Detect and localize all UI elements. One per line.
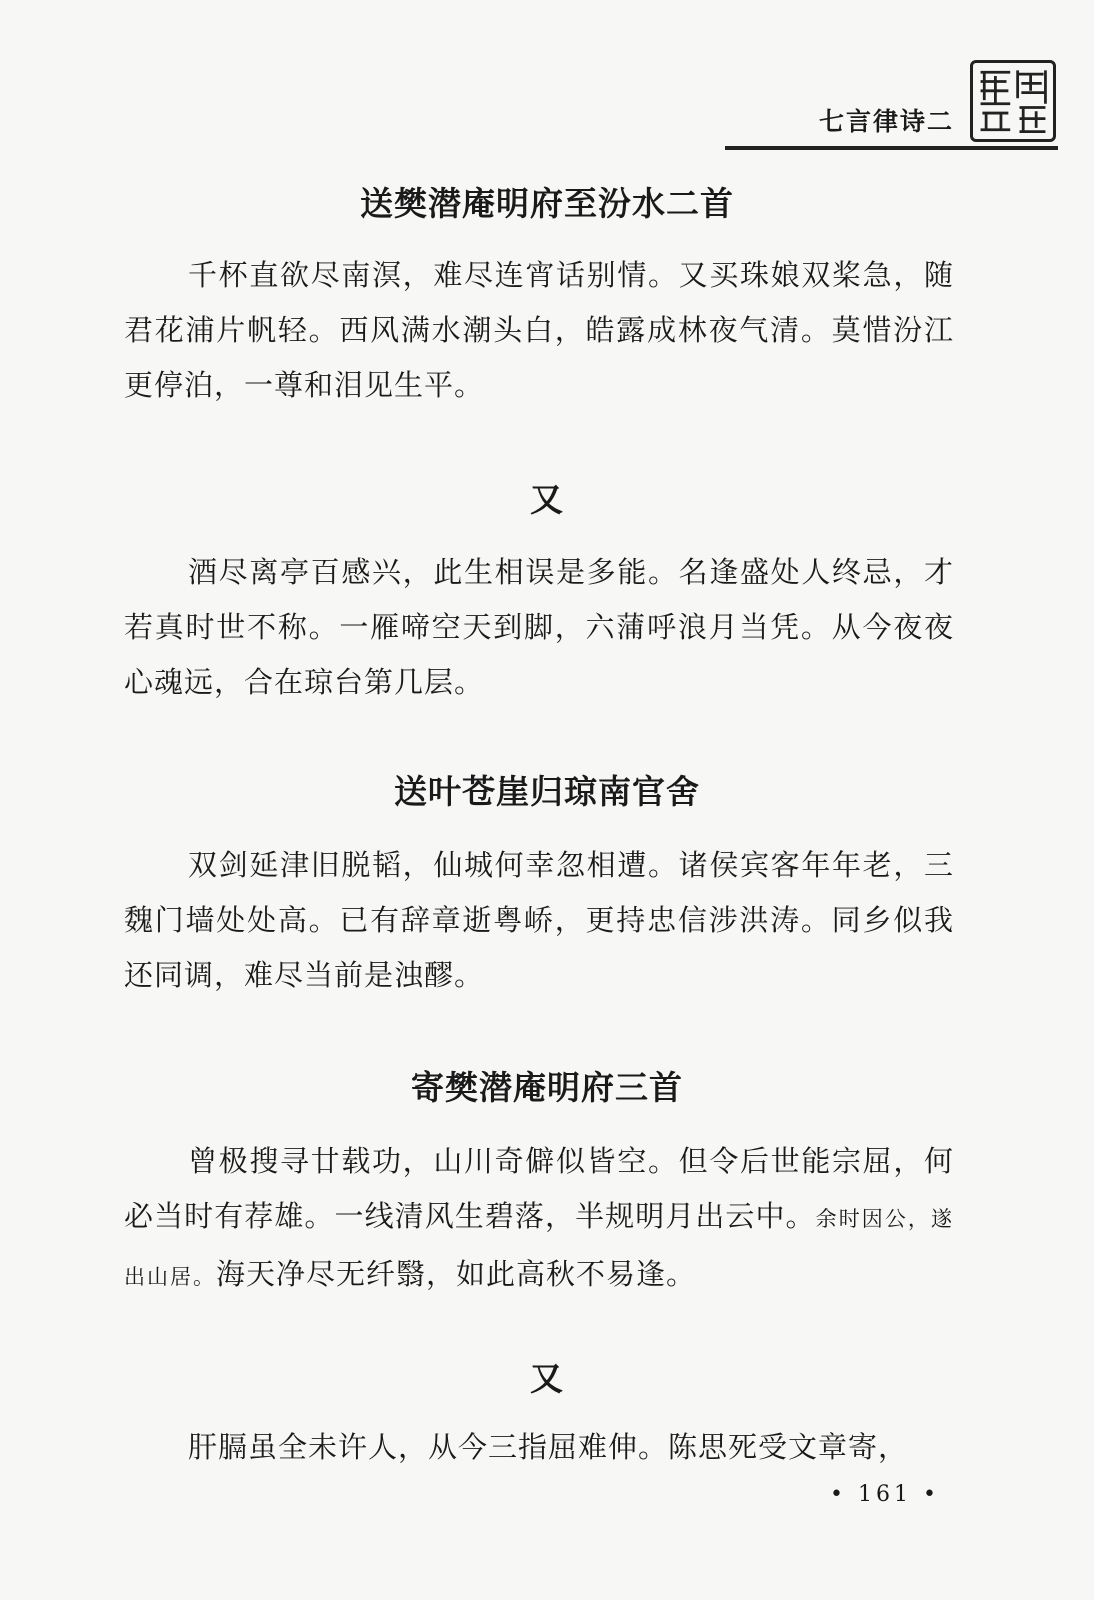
page-number: • 161 • — [830, 1482, 940, 1507]
poem-title: 送叶苍崖归琼南官舍 — [394, 772, 700, 811]
header-rule — [725, 146, 1058, 150]
poem-title: 又 — [530, 480, 564, 519]
poem-title: 又 — [530, 1359, 564, 1398]
poem-text: 海天净尽无纤翳，如此高秋不易逢。 — [216, 1257, 697, 1291]
section-title: 七言律诗二 — [818, 107, 954, 136]
poem-body — [124, 1134, 954, 1305]
poem-title: 送樊潜庵明府至汾水二首 — [360, 184, 734, 223]
seal-stamp-icon — [970, 60, 1056, 142]
poem-title: 寄樊潜庵明府三首 — [411, 1068, 683, 1107]
poem-text: 曾极搜寻廿载功，山川奇僻似皆空。但令后世能宗屈，何必当时有荐雄。一线清风生碧落，半规明月出云中。 — [124, 1144, 954, 1233]
poem-body: 双剑延津旧脱韬，仙城何幸忽相遭。诸侯宾客年年老，三魏门墙处处高。已有辞章逝粤峤，更持忠信涉洪涛。同乡似我还同调，难尽当前是浊醪。 — [124, 848, 954, 992]
poem-note: 余时因公，遂出山居。 — [124, 1207, 954, 1289]
poem-body: 肝膈虽全未许人，从今三指屈难伸。陈思死受文章寄， — [188, 1430, 909, 1464]
poem-body: 千杯直欲尽南溟，难尽连宵话别情。又买珠娘双桨急，随君花浦片帆轻。西风满水潮头白，皓露成林夜气清。莫惜汾江更停泊，一尊和泪见生平。 — [124, 258, 954, 402]
poem-body: 酒尽离亭百感兴，此生相误是多能。名逢盛处人终忌，才若真时世不称。一雁啼空天到脚，六蒲呼浪月当凭。从今夜夜心魂远，合在琼台第几层。 — [124, 555, 954, 699]
